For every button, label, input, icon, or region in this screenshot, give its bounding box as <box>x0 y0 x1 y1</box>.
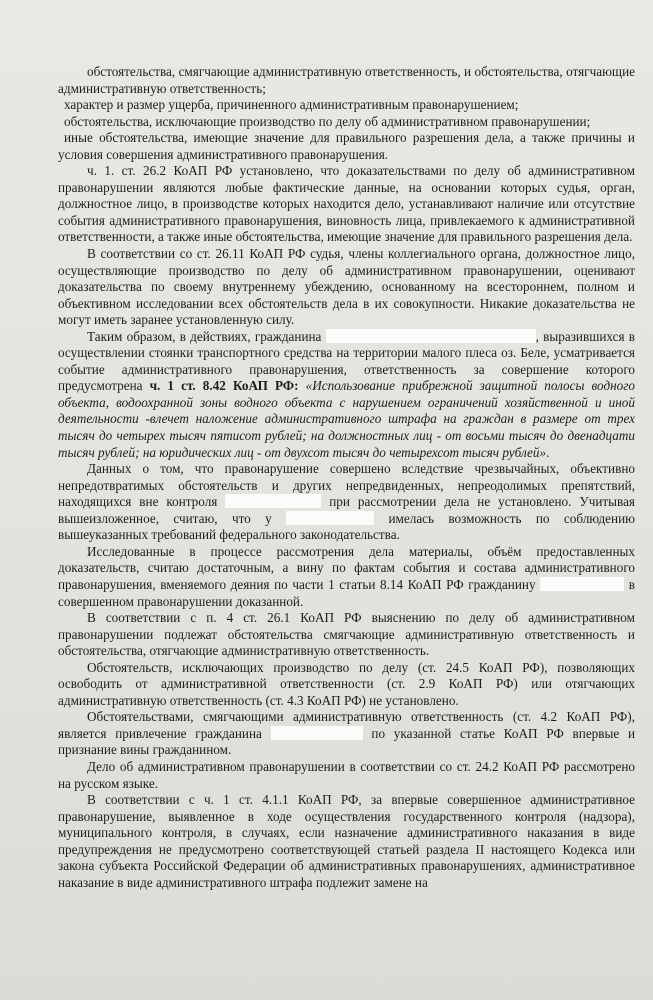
paragraph: обстоятельства, исключающие производство по делу об административном правонарушении; <box>64 113 591 129</box>
paragraph-text: имелась возможность по соблюдению вышеуказанных требований федерального законодательства. <box>58 510 635 543</box>
paragraph: иные обстоятельства, имеющие значение для правильного разрешения дела, а также причины и условия совершения административного правонарушения. <box>58 130 635 162</box>
paragraph: В соответствии со ст. 26.11 КоАП РФ судья, члены коллегиального органа, должностное лицо, осуществляющие производство по делу об административном правонарушении, оценивают доказательства по своему внутреннему убеждению, основанному на всестороннем, полном и объективном исследовании всех обстоятельств дела в их совокупности. Никакие доказательства не могут иметь заранее установленную силу. <box>58 246 635 328</box>
paragraph <box>58 461 635 544</box>
paragraph <box>58 329 635 461</box>
paragraph <box>58 709 635 759</box>
paragraph-text: Исследованные в процессе рассмотрения дела материалы, объём предоставленных доказательств, считаю достаточным, а вину по фактам события и состава административного правонарушения, вменяемого деяния по части 1 статьи 8.14 КоАП РФ гражданину <box>58 543 635 592</box>
paragraph: обстоятельства, смягчающие административную ответственность, и обстоятельства, отягчающие административную ответственность; <box>58 64 635 96</box>
redaction-box <box>540 577 624 591</box>
paragraph: В соответствии с ч. 1 ст. 4.1.1 КоАП РФ, за впервые совершенное административное правонарушение, выявленное в ходе осуществления государственного контроля (надзора), муниципального контроля, в случаях, если назначение административного наказания в виде предупреждения не предусмотрено соответствующей статьей раздела II настоящего Кодекса или закона субъекта Российской Федерации об административных правонарушениях, административное наказание в виде административного штрафа подлежит замене на <box>58 792 635 890</box>
paragraph-text: Таким образом, в действиях, гражданина <box>87 328 322 344</box>
paragraph-text: при рассмотрении дела не установлено. Учитывая вышеизложенное, считаю, что у <box>58 494 635 526</box>
paragraph-text: по указанной статье КоАП РФ впервые и признание вины гражданином. <box>58 725 636 758</box>
redaction-box <box>286 511 374 525</box>
paragraph: ч. 1. ст. 26.2 КоАП РФ установлено, что доказательствами по делу об административном правонарушении являются любые фактические данные, на основании которых судья, орган, должностное лицо, в производстве которых находится дело, устанавливают наличие или отсутствие события административного правонарушения, виновность лица, привлекаемого к административной ответственности, а также иные обстоятельства, имеющие значение для правильного разрешения дела. <box>58 163 635 245</box>
paragraph-text: , выразившихся в осуществлении стоянки транспортного средства на территории малого плеса оз. Беле, усматривается событие административного правонарушения, ответственность за совершение которого предусмотрена <box>58 328 635 394</box>
paragraph: Обстоятельств, исключающих производство по делу (ст. 24.5 КоАП РФ), позволяющих освободить от административной ответственности (ст. 2.9 КоАП РФ) или отягчающих административную ответственность (ст. 4.3 КоАП РФ) не установлено. <box>58 659 635 708</box>
redaction-box <box>326 329 536 343</box>
redaction-box <box>271 726 363 740</box>
paragraph-text: в совершенном правонарушении доказанной. <box>58 576 635 609</box>
paragraph: Дело об административном правонарушении в соответствии со ст. 24.2 КоАП РФ рассмотрено на русском языке. <box>58 758 635 791</box>
paragraph: В соответствии с п. 4 ст. 26.1 КоАП РФ выяснению по делу об административном правонарушении подлежат обстоятельства смягчающие административную ответственность и обстоятельства, отягчающие административную ответственность. <box>58 610 635 659</box>
redaction-box <box>225 494 321 508</box>
paragraph: характер и размер ущерба, причиненного административным правонарушением; <box>64 97 519 113</box>
paragraph <box>58 544 635 610</box>
document-body <box>58 64 635 891</box>
paragraph-text: Данных о том, что правонарушение совершено вследствие чрезвычайных, объективно непредотвратимых обстоятельств и других непредвиденных, непреодолимых препятствий, находящихся вне контроля <box>58 461 635 510</box>
paragraph-text: . <box>546 444 550 460</box>
paragraph-text: Обстоятельствами, смягчающими административную ответственность (ст. 4.2 КоАП РФ), является привлечение гражданина <box>58 709 635 741</box>
law-reference: ч. 1 ст. 8.42 КоАП РФ: <box>149 378 299 394</box>
law-quote: «Использование прибрежной защитной полосы водного объекта, водоохранной зоны водного объекта с нарушением ограничений хозяйственной и иной деятельности -влечет наложение административного штрафа на граждан в размере от трех тысяч до четырех тысяч пятисот рублей; на должностных лиц - от восьми тысяч до двенадцати тысяч рублей; на юридических лиц - от двухсот тысяч до четырехсот тысяч рублей» <box>58 378 635 460</box>
